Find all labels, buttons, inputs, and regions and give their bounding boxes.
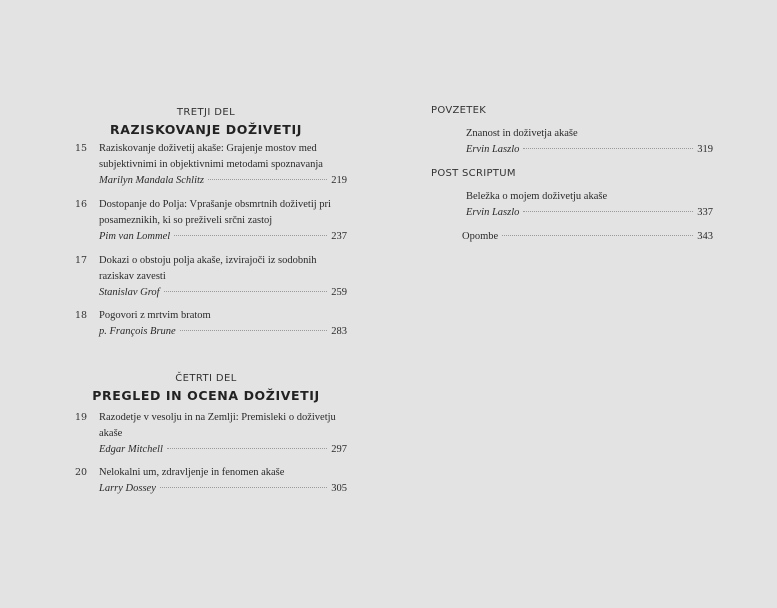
dot-leader: [523, 211, 693, 212]
chapter-title: Beležka o mojem doživetju akaše: [466, 191, 608, 202]
chapter-title: Razodetje v vesolju in na Zemlji: Premisleki o doživetju akaše: [99, 412, 336, 439]
toc-entry-19[interactable]: [75, 410, 347, 460]
chapter-number: 18: [75, 310, 88, 321]
chapter-number: 15: [75, 143, 88, 154]
chapter-title: Pogovori z mrtvim bratom: [99, 310, 211, 321]
chapter-number: 17: [75, 255, 88, 266]
dot-leader: [174, 235, 327, 236]
part4-title: PREGLED IN OCENA DOŽIVETIJ: [92, 388, 320, 403]
chapter-author: Ervin Laszlo: [466, 144, 520, 155]
dot-leader: [167, 448, 327, 449]
toc-entry-18[interactable]: [75, 308, 347, 342]
page-number: 237: [331, 231, 347, 242]
toc-entry-15[interactable]: [75, 141, 347, 191]
part4-label: ČETRTI DEL: [175, 373, 237, 384]
toc-entry-povzetek[interactable]: [466, 126, 713, 158]
chapter-author: p. François Brune: [99, 326, 176, 337]
page-number: 283: [331, 326, 347, 337]
part3-label: TRETJI DEL: [176, 107, 236, 118]
chapter-number: 16: [75, 199, 88, 210]
chapter-title: Znanost in doživetja akaše: [466, 128, 578, 139]
chapter-author: Stanislav Grof: [99, 287, 160, 298]
chapter-author: Ervin Laszlo: [466, 207, 520, 218]
dot-leader: [523, 148, 693, 149]
toc-entry-post-scriptum[interactable]: [466, 189, 713, 221]
page-number: 343: [697, 231, 713, 242]
dot-leader: [208, 179, 327, 180]
toc-entry-opombe[interactable]: [462, 229, 713, 245]
dot-leader: [160, 487, 327, 488]
page-number: 337: [697, 207, 713, 218]
chapter-number: 19: [75, 412, 88, 423]
toc-entry-16[interactable]: [75, 197, 347, 247]
chapter-title: Nelokalni um, zdravljenje in fenomen akaše: [99, 467, 285, 478]
chapter-title: Dokazi o obstoju polja akaše, izvirajoči iz sodobnih raziskav zavesti: [99, 255, 317, 282]
page-number: 319: [697, 144, 713, 155]
chapter-title: Raziskovanje doživetij akaše: Grajenje mostov med subjektivnimi in objektivnimi metodami spoznavanja: [99, 143, 323, 170]
dot-leader: [502, 235, 693, 236]
dot-leader: [164, 291, 328, 292]
chapter-author: Marilyn Mandala Schlitz: [99, 175, 204, 186]
chapter-author: Edgar Mitchell: [99, 444, 163, 455]
chapter-title: Dostopanje do Polja: Vprašanje obsmrtnih doživetij pri posameznikih, ki so preživeli srčni zastoj: [99, 199, 331, 226]
chapter-number: 20: [75, 467, 88, 478]
toc-entry-17[interactable]: [75, 253, 347, 303]
chapter-title: Opombe: [462, 231, 499, 242]
toc-entry-20[interactable]: [75, 465, 347, 499]
page-number: 219: [331, 175, 347, 186]
part3-title: RAZISKOVANJE DOŽIVETIJ: [110, 122, 302, 137]
page-number: 297: [331, 444, 347, 455]
dot-leader: [180, 330, 328, 331]
page-number: 305: [331, 483, 347, 494]
page-number: 259: [331, 287, 347, 298]
post-scriptum-heading: POST SCRIPTUM: [431, 168, 516, 179]
chapter-author: Larry Dossey: [99, 483, 156, 494]
chapter-author: Pim van Lommel: [99, 231, 171, 242]
povzetek-heading: POVZETEK: [431, 105, 487, 116]
